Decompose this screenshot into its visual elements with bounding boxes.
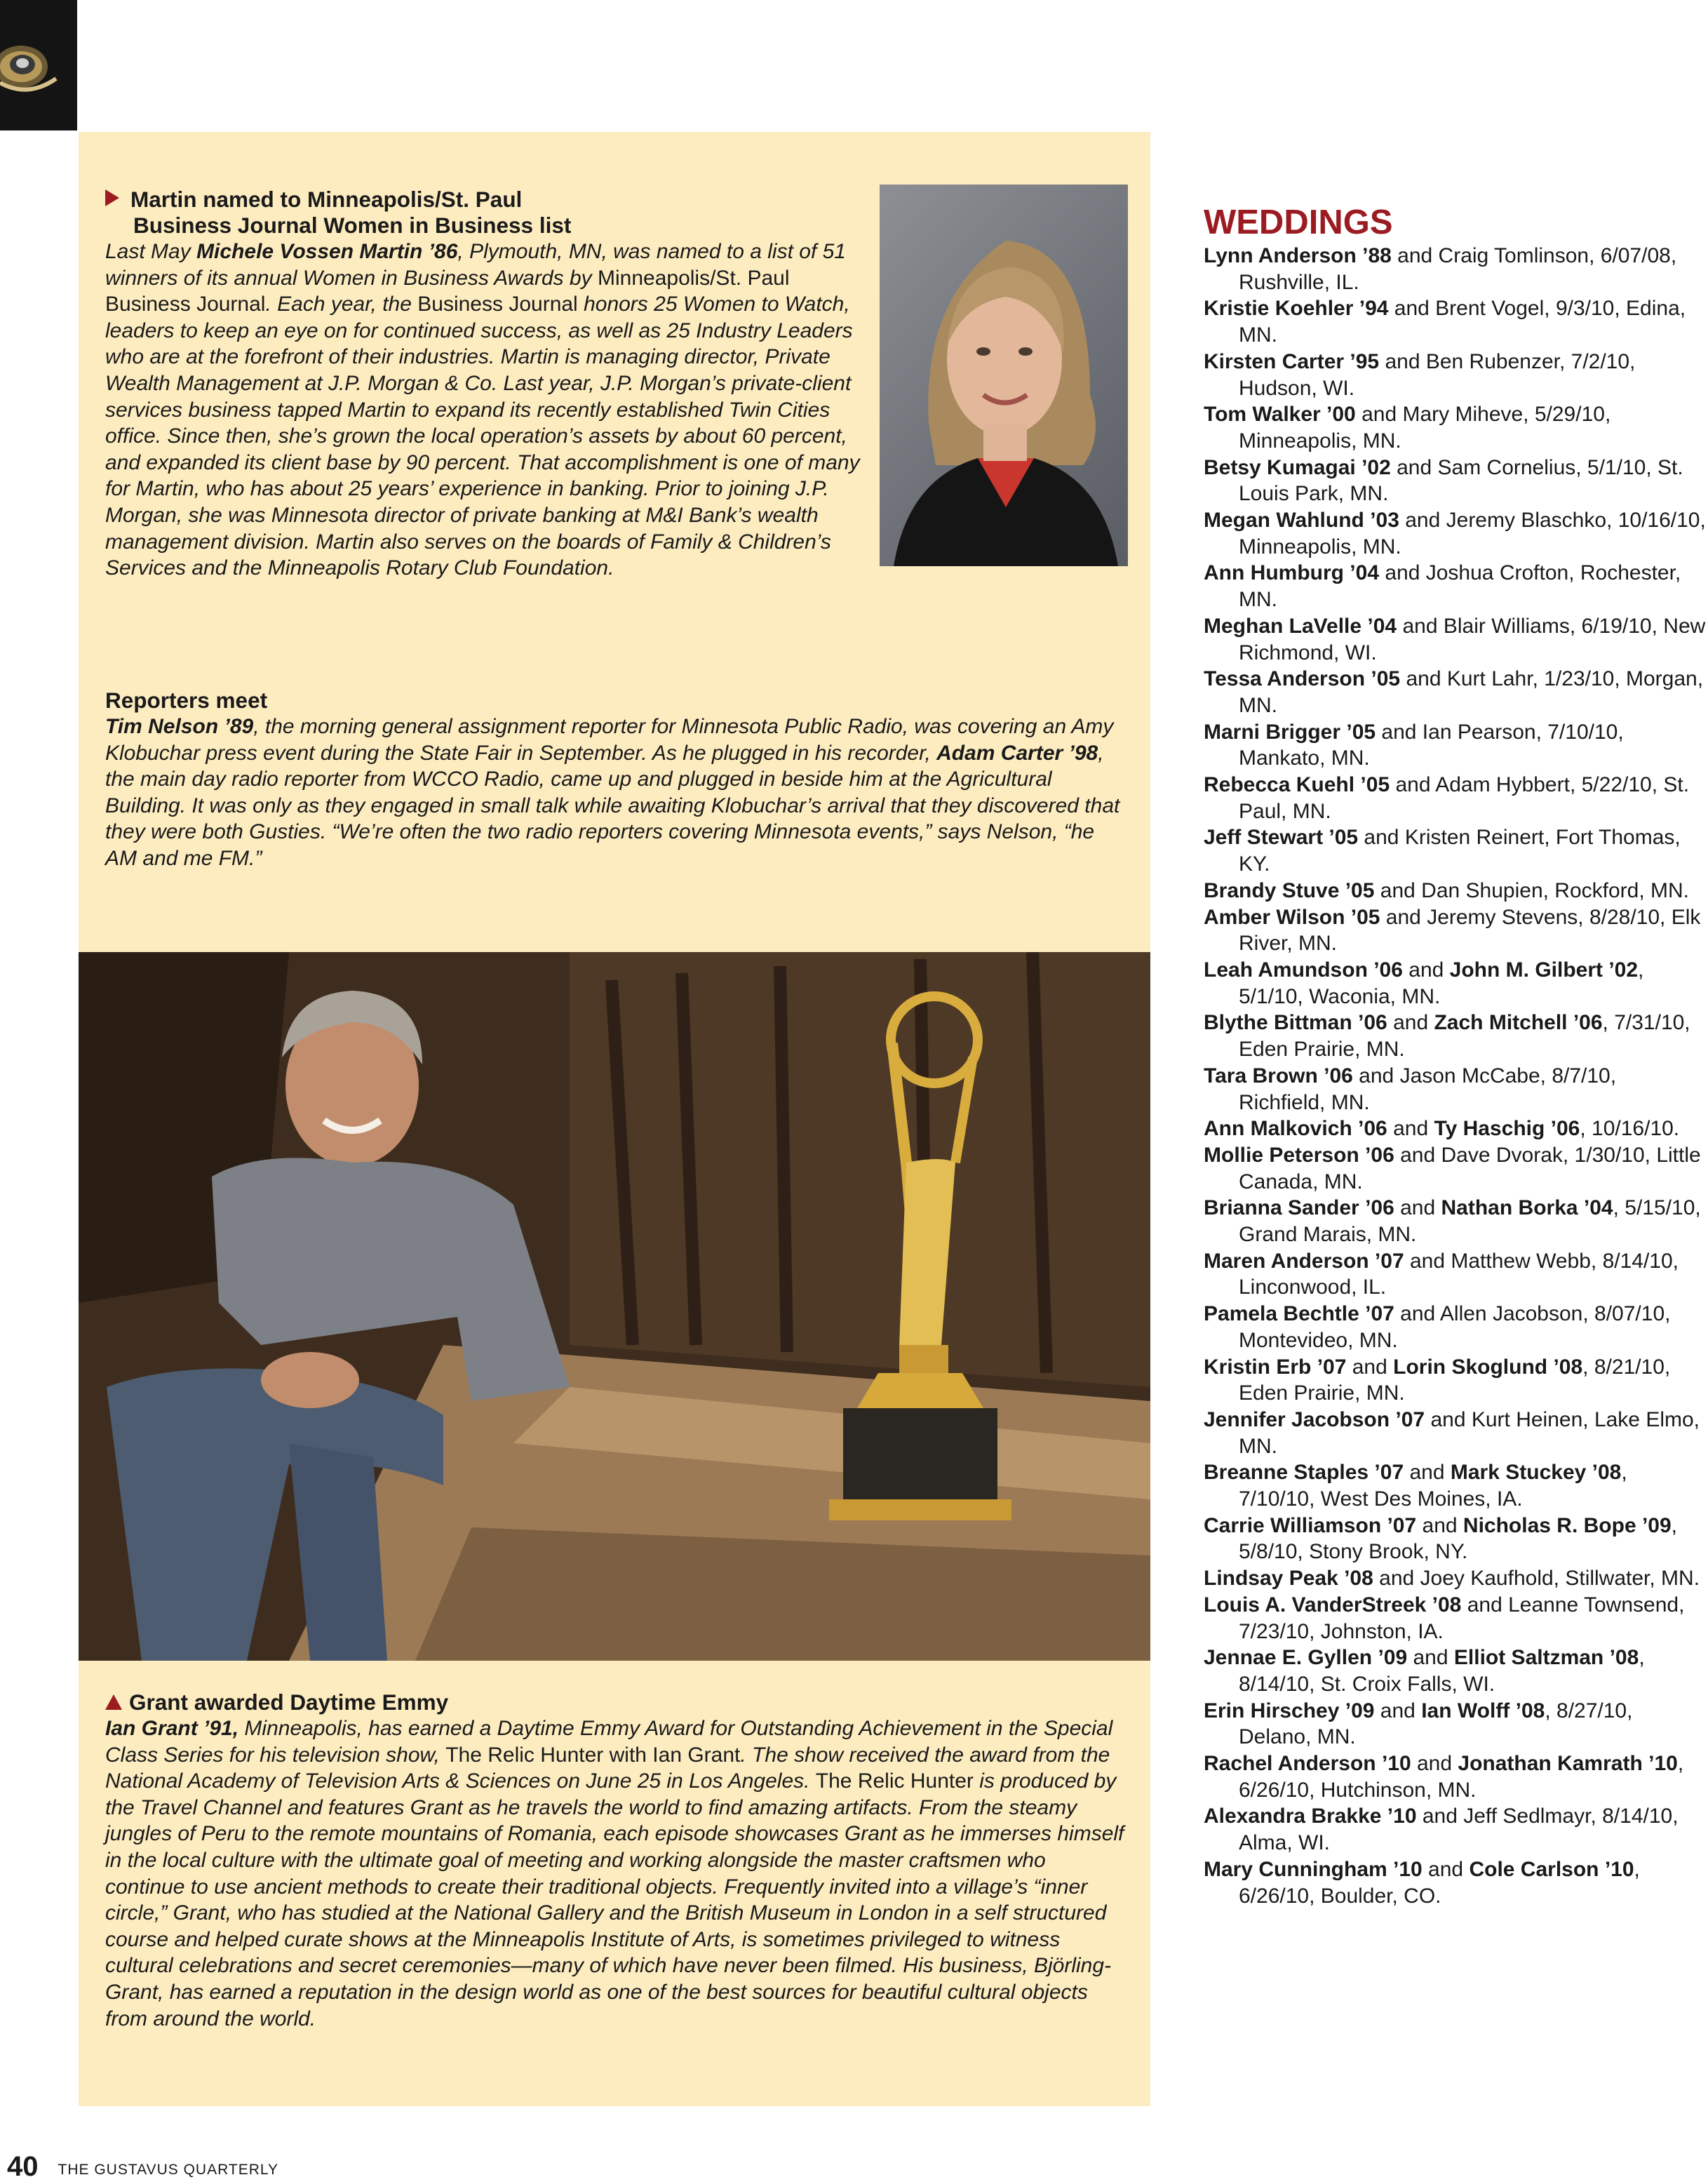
wedding-entry: Amber Wilson ’05 and Jeremy Stevens, 8/28/10, Elk River, MN. [1204,905,1701,956]
wedding-entry: Leah Amundson ’06 and John M. Gilbert ’02, 5/1/10, Waconia, MN. [1204,958,1644,1008]
wedding-entry: Ann Humburg ’04 and Joshua Crofton, Rochester, MN. [1204,561,1681,612]
wedding-entry: Tara Brown ’06 and Jason McCabe, 8/7/10, Richfield, MN. [1204,1064,1617,1114]
triangle-up-icon [105,1694,122,1710]
article-body: Ian Grant ’91, Minneapolis, has earned a Daytime Emmy Award for Outstanding Achievement in the Special Class Series for his television show, The Relic Hunter with Ian Grant. The show received the award from the National Academy of Television Arts & Sciences on June 25 in Los Angeles. The Relic Hunter is produced by the Travel Channel and features Grant as he travels the world to find amazing artifacts. From the steamy jungles of Peru to the remote mountains of Romania, each episode showcases Grant as he immerses himself in the local culture with the ultimate goal of meeting and working alongside the master craftsmen who continue to use ancient methods to create their traditional objects. Frequently invited into a village’s “inner circle,” Grant, who has studied at the National Gallery and the British Museum in London in a self structured course and helped curate shows at the Minneapolis Institute of Arts, is sometimes privileged to witness cultural celebrations and secret ceremonies—many of which have never been filmed. His business, Björling-Grant, has earned a reputation in the design world as one of the best sources for beautiful cultural objects from around the world. [105,1717,1124,2030]
wedding-entry: Lynn Anderson ’88 and Craig Tomlinson, 6/07/08, Rushville, IL. [1204,244,1677,294]
wedding-entry: Kristie Koehler ’94 and Brent Vogel, 9/3/10, Edina, MN. [1204,297,1686,347]
wedding-entry: Tom Walker ’00 and Mary Miheve, 5/29/10, Minneapolis, MN. [1204,403,1611,453]
article-grant [105,1689,1129,2032]
wedding-entry: Maren Anderson ’07 and Matthew Webb, 8/14/10, Linconwood, IL. [1204,1249,1679,1299]
wedding-entry: Louis A. VanderStreek ’08 and Leanne Townsend, 7/23/10, Johnston, IA. [1204,1593,1685,1643]
wedding-entry: Betsy Kumagai ’02 and Sam Cornelius, 5/1/10, St. Louis Park, MN. [1204,455,1683,506]
wedding-entry: Kirsten Carter ’95 and Ben Rubenzer, 7/2/10, Hudson, WI. [1204,349,1636,400]
article-reporters [105,688,1129,872]
article-body: Tim Nelson ’89, the morning general assignment reporter for Minnesota Public Radio, was covering an Amy Klobuchar press event during the State Fair in September. As he plugged in his recorder, Adam Carter ’98, the main day radio reporter from WCCO Radio, came up and plugged in beside him at the Agricultural Building. It was only as they engaged in small talk while awaiting Klobuchar’s arrival that they discovered that they were both Gusties. “We’re often the two radio reporters covering Minnesota events,” says Nelson, “he AM and me FM.” [105,715,1120,870]
wedding-entry: Brianna Sander ’06 and Nathan Borka ’04, 5/15/10, Grand Marais, MN. [1204,1196,1701,1247]
wedding-entry: Blythe Bittman ’06 and Zach Mitchell ’06, 7/31/10, Eden Prairie, MN. [1204,1011,1690,1062]
wedding-entry: Brandy Stuve ’05 and Dan Shupien, Rockford, MN. [1204,878,1690,902]
wedding-entry: Mollie Peterson ’06 and Dave Dvorak, 1/30/10, Little Canada, MN. [1204,1143,1701,1193]
wedding-entry: Carrie Williamson ’07 and Nicholas R. Bope ’09, 5/8/10, Stony Brook, NY. [1204,1513,1678,1564]
portrait-photo [880,185,1128,566]
article-headline: Grant awarded Daytime Emmy [105,1689,1129,1715]
wedding-entry: Jennae E. Gyllen ’09 and Elliot Saltzman ’08, 8/14/10, St. Croix Falls, WI. [1204,1646,1645,1696]
article-body: Last May Michele Vossen Martin ’86, Plymouth, MN, was named to a list of 51 winners of its annual Women in Business Awards by Minneapolis/St. Paul Business Journal. Each year, the Business Journal honors 25 Women to Watch, leaders to keep an eye on for continued success, as well as 25 Industry Leaders who are at the forefront of their industries. Martin is managing director, Private Wealth Management at J.P. Morgan & Co. Last year, J.P. Morgan’s private-client services business tapped Martin to expand its recently established Twin Cities office. Since then, she’s grown the local operation’s assets by about 60 percent, and expanded its client base by 90 percent. That accomplishment is one of many for Martin, who has about 25 years’ experience in banking. Prior to joining J.P. Morgan, she was Minnesota director of private banking at M&I Bank’s wealth management division. Martin also serves on the boards of Family & Children’s Services and the Minneapolis Rotary Club Foundation. [105,240,860,580]
wedding-entry: Marni Brigger ’05 and Ian Pearson, 7/10/10, Mankato, MN. [1204,720,1624,770]
weddings-title: WEDDINGS [1204,203,1393,241]
magazine-name: THE GUSTAVUS QUARTERLY [58,2162,278,2178]
wedding-entry: Megan Wahlund ’03 and Jeremy Blaschko, 10/16/10, Minneapolis, MN. [1204,509,1706,558]
weddings-column [1204,202,1706,1909]
article-headline: Martin named to Minneapolis/St. Paul Business Journal Women in Business list [105,187,863,239]
emmy-photo [79,952,1150,1661]
wedding-entry: Breanne Staples ’07 and Mark Stuckey ’08, 7/10/10, West Des Moines, IA. [1204,1461,1627,1511]
wedding-entry: Rebecca Kuehl ’05 and Adam Hybbert, 5/22/10, St. Paul, MN. [1204,773,1690,823]
wedding-entry: Mary Cunningham ’10 and Cole Carlson ’10, 6/26/10, Boulder, CO. [1204,1857,1640,1908]
wedding-entry: Ann Malkovich ’06 and Ty Haschig ’06, 10/16/10. [1204,1117,1680,1141]
wedding-entry: Tessa Anderson ’05 and Kurt Lahr, 1/23/10, Morgan, MN. [1204,667,1704,717]
wedding-entry: Jeff Stewart ’05 and Kristen Reinert, Fort Thomas, KY. [1204,826,1681,876]
wedding-entry: Alexandra Brakke ’10 and Jeff Sedlmayr, 8/14/10, Alma, WI. [1204,1805,1679,1855]
wedding-entry: Rachel Anderson ’10 and Jonathan Kamrath ’10, 6/26/10, Hutchinson, MN. [1204,1752,1684,1802]
wedding-entry: Lindsay Peak ’08 and Joey Kaufhold, Stillwater, MN. [1204,1567,1700,1591]
class-ring-icon [0,0,77,130]
wedding-entry: Jennifer Jacobson ’07 and Kurt Heinen, Lake Elmo, MN. [1204,1407,1700,1458]
article-martin [105,187,863,582]
article-headline: Reporters meet [105,688,268,713]
weddings-list [1204,243,1706,1909]
wedding-entry: Kristin Erb ’07 and Lorin Skoglund ’08, 8/21/10, Eden Prairie, MN. [1204,1355,1671,1405]
wedding-entry: Erin Hirschey ’09 and Ian Wolff ’08, 8/27/10, Delano, MN. [1204,1699,1633,1749]
page-number: 40 [7,2151,39,2182]
wedding-entry: Meghan LaVelle ’04 and Blair Williams, 6/19/10, New Richmond, WI. [1204,614,1706,664]
page-footer [7,2153,278,2181]
wedding-entry: Pamela Bechtle ’07 and Allen Jacobson, 8/07/10, Montevideo, MN. [1204,1302,1671,1352]
triangle-right-icon [105,189,119,206]
